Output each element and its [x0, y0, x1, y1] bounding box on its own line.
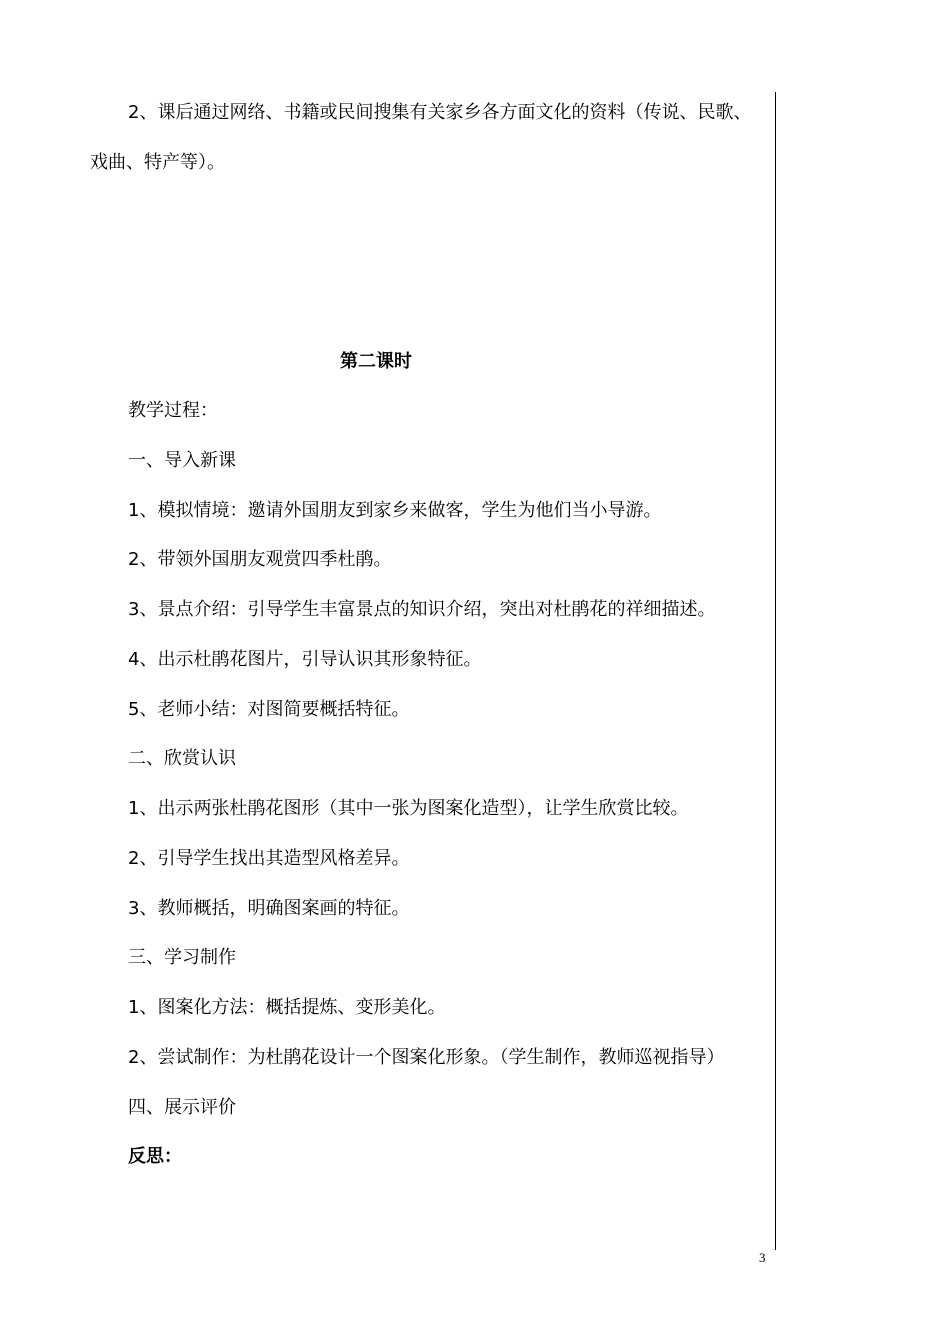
part1-item-3: 3、景点介绍：引导学生丰富景点的知识介绍，突出对杜鹃花的祥细描述。: [128, 599, 716, 620]
part2-item-1: 1、出示两张杜鹃花图形（其中一张为图案化造型），让学生欣赏比较。: [128, 798, 689, 819]
part3-heading: 三、学习制作: [128, 947, 236, 968]
part1-item-5: 5、老师小结：对图简要概括特征。: [128, 699, 410, 720]
part3-item-1: 1、图案化方法：概括提炼、变形美化。: [128, 997, 446, 1018]
part1-heading: 一、导入新课: [128, 450, 236, 471]
part2-heading: 二、欣赏认识: [128, 748, 236, 769]
part1-item-1: 1、模拟情境：邀请外国朋友到家乡来做客，学生为他们当小导游。: [128, 500, 662, 521]
part2-item-3: 3、教师概括，明确图案画的特征。: [128, 898, 410, 919]
part3-item-2: 2、尝试制作：为杜鹃花设计一个图案化形象。（学生制作，教师巡视指导）: [128, 1047, 725, 1068]
reflection-label: 反思：: [128, 1146, 182, 1167]
part4-heading: 四、展示评价: [128, 1097, 236, 1118]
right-margin-rule: [775, 92, 776, 1250]
part2-item-2: 2、引导学生找出其造型风格差异。: [128, 848, 410, 869]
intro-line-1: 2、课后通过网络、书籍或民间搜集有关家乡各方面文化的资料（传说、民歌、: [128, 102, 752, 123]
section-title: 第二课时: [340, 351, 412, 372]
part1-item-2: 2、带领外国朋友观赏四季杜鹃。: [128, 549, 392, 570]
process-label: 教学过程：: [128, 400, 218, 421]
page-number: 3: [759, 1250, 766, 1265]
intro-line-2: 戏曲、特产等）。: [90, 152, 225, 173]
part1-item-4: 4、出示杜鹃花图片，引导认识其形象特征。: [128, 649, 482, 670]
